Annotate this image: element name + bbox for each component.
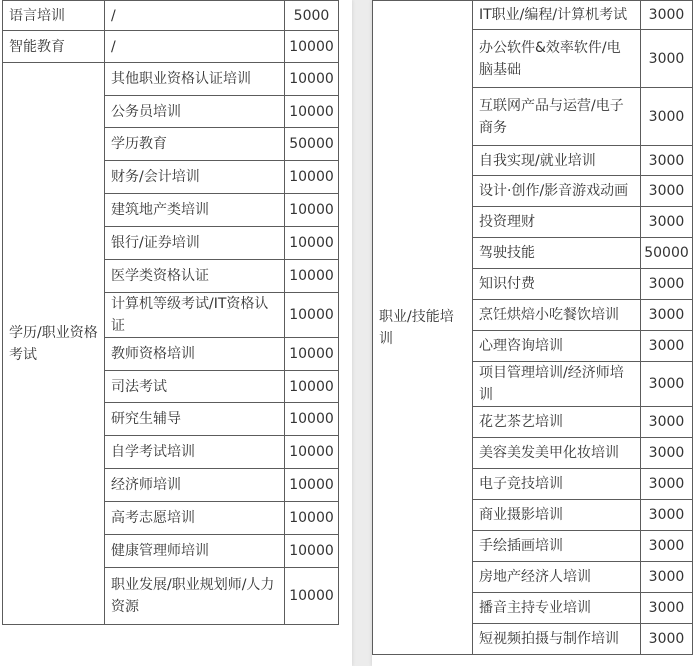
- item-name-cell: 美容美发美甲化妆培训: [473, 438, 641, 469]
- item-name-cell: 短视频拍摄与制作培训: [473, 624, 641, 655]
- value-cell: 3000: [641, 407, 693, 438]
- item-name-cell: 公务员培训: [105, 96, 285, 128]
- item-name-cell: 办公软件&效率软件/电脑基础: [473, 30, 641, 88]
- value-cell: 50000: [641, 238, 693, 269]
- value-cell: 10000: [285, 260, 339, 293]
- item-name-cell: 投资理财: [473, 207, 641, 238]
- value-cell: 3000: [641, 469, 693, 500]
- right-table: [372, 0, 693, 655]
- value-cell: 10000: [285, 63, 339, 96]
- table-row: [3, 63, 339, 96]
- item-name-cell: 知识付费: [473, 269, 641, 300]
- value-cell: 3000: [641, 593, 693, 624]
- item-name-cell: 花艺茶艺培训: [473, 407, 641, 438]
- value-cell: 3000: [641, 207, 693, 238]
- value-cell: 3000: [641, 624, 693, 655]
- value-cell: 3000: [641, 146, 693, 176]
- group-label-cell: 职业/技能培训: [373, 1, 473, 655]
- item-name-cell: 项目管理培训/经济师培训: [473, 362, 641, 407]
- item-name-cell: 播音主持专业培训: [473, 593, 641, 624]
- value-cell: 3000: [641, 300, 693, 331]
- item-name-cell: 房地产经济人培训: [473, 562, 641, 593]
- item-name-cell: 健康管理师培训: [105, 535, 285, 568]
- item-name-cell: 电子竞技培训: [473, 469, 641, 500]
- value-cell: 3000: [641, 269, 693, 300]
- value-cell: 3000: [641, 30, 693, 88]
- item-name-cell: 设计·创作/影音游戏动画: [473, 176, 641, 207]
- value-cell: 50000: [285, 128, 339, 161]
- value-cell: 3000: [641, 531, 693, 562]
- item-name-cell: 驾驶技能: [473, 238, 641, 269]
- value-cell: 3000: [641, 500, 693, 531]
- item-name-cell: 研究生辅导: [105, 403, 285, 436]
- item-name-cell: 建筑地产类培训: [105, 194, 285, 227]
- table-row: [3, 31, 339, 63]
- category-cell: 语言培训: [3, 1, 105, 31]
- value-cell: 10000: [285, 535, 339, 568]
- value-cell: 10000: [285, 371, 339, 403]
- item-name-cell: 心理咨询培训: [473, 331, 641, 362]
- item-name-cell: 互联网产品与运营/电子商务: [473, 88, 641, 146]
- value-cell: 10000: [285, 227, 339, 260]
- item-name-cell: 经济师培训: [105, 469, 285, 502]
- group-label-cell: 学历/职业资格考试: [3, 63, 105, 625]
- value-cell: 10000: [285, 469, 339, 502]
- item-name-cell: 教师资格培训: [105, 338, 285, 371]
- value-cell: 3000: [641, 1, 693, 30]
- value-cell: 3000: [641, 438, 693, 469]
- value-cell: 10000: [285, 502, 339, 535]
- item-name-cell: 银行/证券培训: [105, 227, 285, 260]
- item-name-cell: 财务/会计培训: [105, 161, 285, 194]
- value-cell: 10000: [285, 96, 339, 128]
- value-cell: 3000: [641, 176, 693, 207]
- item-name-cell: 手绘插画培训: [473, 531, 641, 562]
- item-name-cell: IT职业/编程/计算机考试: [473, 1, 641, 30]
- value-cell: 3000: [641, 362, 693, 407]
- item-name-cell: 商业摄影培训: [473, 500, 641, 531]
- table-row: [3, 1, 339, 31]
- left-table: [2, 0, 339, 625]
- item-name-cell: 司法考试: [105, 371, 285, 403]
- item-name-cell: 自我实现/就业培训: [473, 146, 641, 176]
- item-name-cell: 职业发展/职业规划师/人力资源: [105, 568, 285, 625]
- subcategory-cell: /: [105, 31, 285, 63]
- value-cell: 3000: [641, 88, 693, 146]
- item-name-cell: 烹饪烘焙小吃餐饮培训: [473, 300, 641, 331]
- value-cell: 10000: [285, 338, 339, 371]
- item-name-cell: 其他职业资格认证培训: [105, 63, 285, 96]
- value-cell: 10000: [285, 568, 339, 625]
- item-name-cell: 医学类资格认证: [105, 260, 285, 293]
- value-cell: 3000: [641, 331, 693, 362]
- right-panel: [372, 0, 700, 666]
- subcategory-cell: /: [105, 1, 285, 31]
- value-cell: 10000: [285, 194, 339, 227]
- value-cell: 10000: [285, 403, 339, 436]
- item-name-cell: 高考志愿培训: [105, 502, 285, 535]
- value-cell: 3000: [641, 562, 693, 593]
- item-name-cell: 计算机等级考试/IT资格认证: [105, 293, 285, 338]
- value-cell: 10000: [285, 293, 339, 338]
- item-name-cell: 学历教育: [105, 128, 285, 161]
- category-cell: 智能教育: [3, 31, 105, 63]
- table-row: [373, 1, 693, 30]
- item-name-cell: 自学考试培训: [105, 436, 285, 469]
- value-cell: 10000: [285, 436, 339, 469]
- value-cell: 10000: [285, 161, 339, 194]
- value-cell: 10000: [285, 31, 339, 63]
- value-cell: 5000: [285, 1, 339, 31]
